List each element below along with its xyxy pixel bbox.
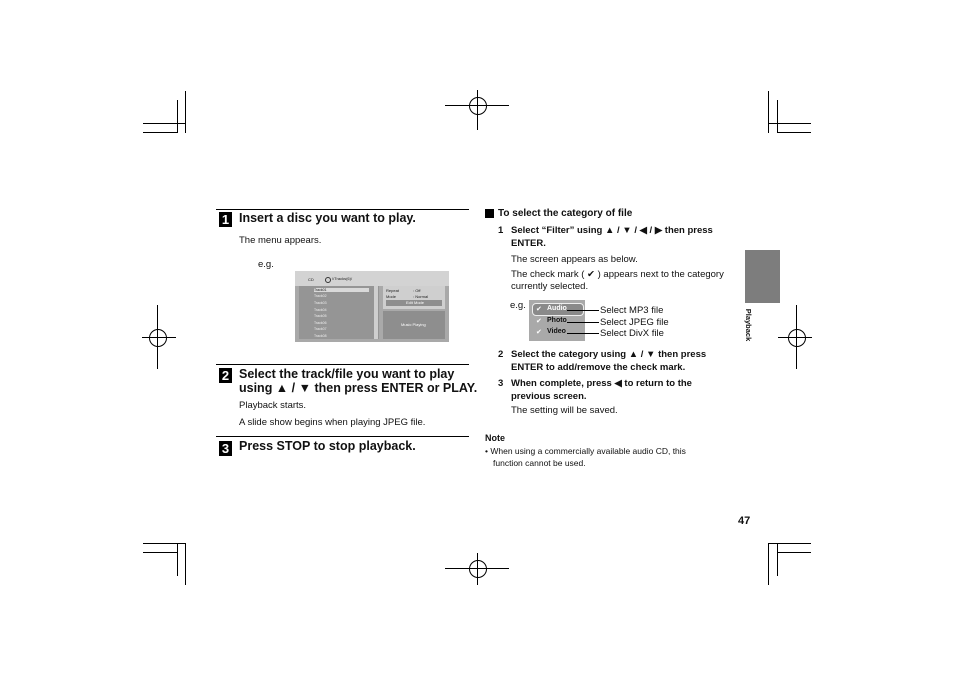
filter-item-photo: Photo (547, 317, 567, 324)
cat-step3-text: The setting will be saved. (511, 405, 618, 416)
cat-step3-number: 3 (498, 378, 504, 389)
section-square-icon (485, 209, 494, 218)
cat-step3-line2: previous screen. (511, 391, 587, 402)
desc-audio: Select MP3 file (600, 305, 664, 316)
category-eg: e.g. (510, 300, 526, 311)
leader-line-photo (567, 322, 599, 323)
cat-step1-text1: The screen appears as below. (511, 254, 638, 265)
step1-heading: Insert a disc you want to play. (239, 211, 416, 225)
cat-step3-line1: When complete, press ◀ to return to the (511, 378, 692, 389)
step3-number: 3 (219, 441, 232, 456)
step1-eg: e.g. (258, 259, 274, 270)
step3-heading: Press STOP to stop playback. (239, 439, 416, 453)
page-number: 47 (738, 515, 751, 527)
repeat-value: : Off (413, 288, 421, 293)
screen-cd-label: CD (308, 277, 314, 282)
repeat-label: Repeat (386, 288, 399, 293)
status-text: Music Playing (401, 322, 426, 327)
desc-photo: Select JPEG file (600, 317, 669, 328)
cat-step1-text2-line1: The check mark ( ✔ ) appears next to the category (511, 269, 724, 280)
check-mark-icon: ✔ (536, 306, 542, 313)
step2-heading-line2: using ▲ / ▼ then press ENTER or PLAY. (239, 381, 478, 395)
cat-step2-line2: ENTER to add/remove the check mark. (511, 362, 686, 373)
step2-text1: Playback starts. (239, 400, 307, 411)
step2-rule (216, 364, 469, 365)
filter-item-video: Video (547, 328, 566, 335)
menu-screen-illustration (295, 271, 449, 342)
note-line2: function cannot be used. (493, 458, 586, 468)
section-tab-label: Playback (744, 308, 753, 342)
cat-step1-line2: ENTER. (511, 238, 546, 249)
track-item: Track05 (314, 314, 327, 318)
track-item: Track08 (314, 334, 327, 338)
note-title: Note (485, 433, 505, 443)
track-item: Track04 (314, 308, 327, 312)
desc-video: Select DivX file (600, 328, 664, 339)
check-mark-icon: ✔ (536, 318, 542, 325)
cat-step1-text2-line2: currently selected. (511, 281, 589, 292)
disc-icon (325, 277, 331, 283)
screen-path: \/Tracks(6)/ (332, 276, 353, 281)
screen-header (295, 271, 449, 286)
note-line1: • When using a commercially available audio CD, this (485, 446, 686, 456)
filter-item-audio: Audio (547, 305, 567, 312)
track-item: Track07 (314, 327, 327, 331)
mode-value: : Normal (413, 294, 429, 299)
step2-text2: A slide show begins when playing JPEG file. (239, 417, 426, 428)
track-item: Track01 (314, 288, 369, 292)
category-heading: To select the category of file (498, 208, 633, 219)
step2-heading-line1: Select the track/file you want to play (239, 367, 455, 381)
step1-rule (216, 209, 469, 210)
track-list-panel (299, 286, 379, 339)
edit-mode-label: Edit Mode (406, 300, 425, 305)
track-scrollbar (374, 286, 378, 339)
track-item: Track06 (314, 321, 327, 325)
track-item: Track03 (314, 301, 327, 305)
step3-rule (216, 436, 469, 437)
cat-step2-number: 2 (498, 349, 504, 360)
cat-step1-line1: Select “Filter” using ▲ / ▼ / ◀ / ▶ then press (511, 225, 713, 236)
leader-line-video (567, 333, 599, 334)
section-tab (745, 250, 780, 303)
mode-label: Mode (386, 294, 397, 299)
leader-line-audio (567, 310, 599, 311)
step1-text: The menu appears. (239, 235, 322, 246)
track-item: Track02 (314, 294, 327, 298)
cat-step1-number: 1 (498, 225, 504, 236)
cat-step2-line1: Select the category using ▲ / ▼ then press (511, 349, 707, 360)
check-mark-icon: ✔ (536, 329, 542, 336)
step2-number: 2 (219, 368, 232, 383)
step1-number: 1 (219, 212, 232, 227)
